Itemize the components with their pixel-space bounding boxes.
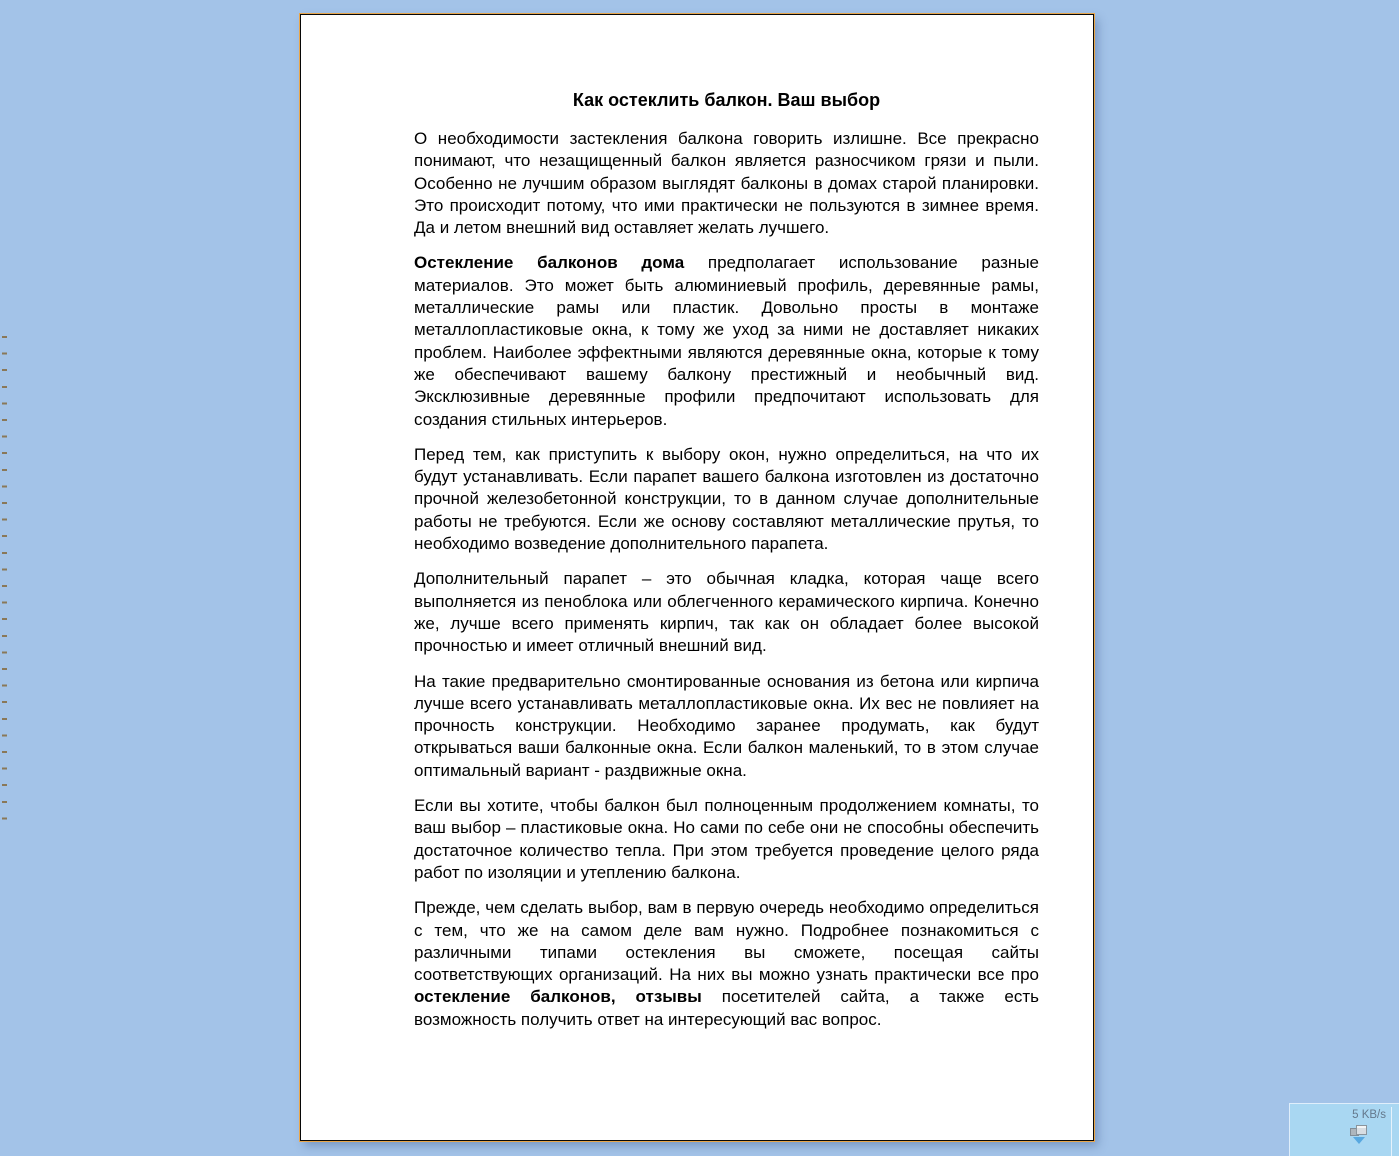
paragraph-1-text: О необходимости застекления балкона говорить излишне. Все прекрасно понимают, что незащищенный балкон является разносчиком грязи и пыли. Особенно не лучшим образом выглядят балконы в домах старой планировки. Это происходит потому, что ими практически не пользуются в зимнее время. Да и летом внешний вид оставляет желать лучшего. bbox=[414, 129, 1039, 238]
paragraph-6-text: Если вы хотите, чтобы балкон был полноценным продолжением комнаты, то ваш выбор – пластиковые окна. Но сами по себе они не способны обеспечить достаточное количество тепла. При этом требуется проведение целого ряда работ по изоляции и утеплению балкона. bbox=[414, 796, 1039, 882]
document-title bbox=[414, 89, 1039, 111]
paragraph-4-text: Дополнительный парапет – это обычная кладка, которая чаще всего выполняется из пеноблока или облегченного керамического кирпича. Конечно же, лучше всего применять кирпич, так как он обладает более высокой прочностью и имеет отличный внешний вид. bbox=[414, 569, 1039, 656]
paragraph-6 bbox=[414, 795, 1039, 884]
document-title-text: Как остеклить балкон. Ваш выбор bbox=[572, 90, 881, 110]
paragraph-4 bbox=[414, 568, 1039, 657]
paragraph-2 bbox=[414, 252, 1039, 430]
paragraph-5-text: На такие предварительно смонтированные основания из бетона или кирпича лучше всего устанавливать металлопластиковые окна. Их вес не повлияет на прочность конструкции. Необходимо заранее продумать, как будут открываться ваши балконные окна. Если балкон маленький, то в этом случае оптимальный вариант - раздвижные окна. bbox=[414, 671, 1039, 780]
network-activity-icon[interactable] bbox=[1349, 1125, 1371, 1145]
computer-front-icon bbox=[1356, 1125, 1367, 1135]
paragraph-2-text: предполагает использование разные материалов. Это может быть алюминиевый профиль, деревянные рамы, металлические рамы или пластик. Довольно просты в монтаже металлопластиковые окна, к тому же уход за ними не доставляет никаких проблем. Наиболее эффектными являются деревянные окна, которые к тому же обеспечивают вашему балкону престижный и необычный вид. Эксклюзивные деревянные профили предпочитают использовать для создания стильных интерьеров. bbox=[414, 253, 1039, 429]
widget-divider bbox=[1391, 1107, 1392, 1156]
desktop-icon-edge-marks bbox=[2, 336, 7, 833]
paragraph-5 bbox=[414, 671, 1039, 782]
paragraph-7-bold: остекление балконов, отзывы bbox=[414, 987, 702, 1007]
network-monitor-widget[interactable] bbox=[1289, 1103, 1399, 1156]
document-page[interactable] bbox=[300, 14, 1094, 1141]
paragraph-1 bbox=[414, 128, 1039, 239]
paragraph-3-text: Перед тем, как приступить к выбору окон, нужно определиться, на что их будут устанавливать. Если парапет вашего балкона изготовлен из достаточно прочной железобетонной конструкции, то в данном случае дополнительные работы не требуются. Если же основу составляют металлические прутья, то необходимо возведение дополнительного парапета. bbox=[414, 444, 1039, 554]
paragraph-3 bbox=[414, 444, 1039, 555]
download-arrow-icon bbox=[1353, 1137, 1365, 1144]
paragraph-2-bold-lead: Остекление балконов дома bbox=[414, 253, 685, 273]
paragraph-7-text-before: Прежде, чем сделать выбор, вам в первую очередь необходимо определиться с тем, что же на самом деле вам нужно. Подробнее познакомиться с различными типами остекления вы сможете, посещая сайты соответствующих организаций. На них вы можно узнать практически все про bbox=[414, 898, 1039, 985]
paragraph-7-text-after: посетителей сайта, а также есть возможность получить ответ на интересующий вас вопрос. bbox=[414, 987, 1039, 1029]
paragraph-7 bbox=[414, 897, 1039, 1031]
download-speed-label: 5 KB/s bbox=[1352, 1109, 1386, 1121]
